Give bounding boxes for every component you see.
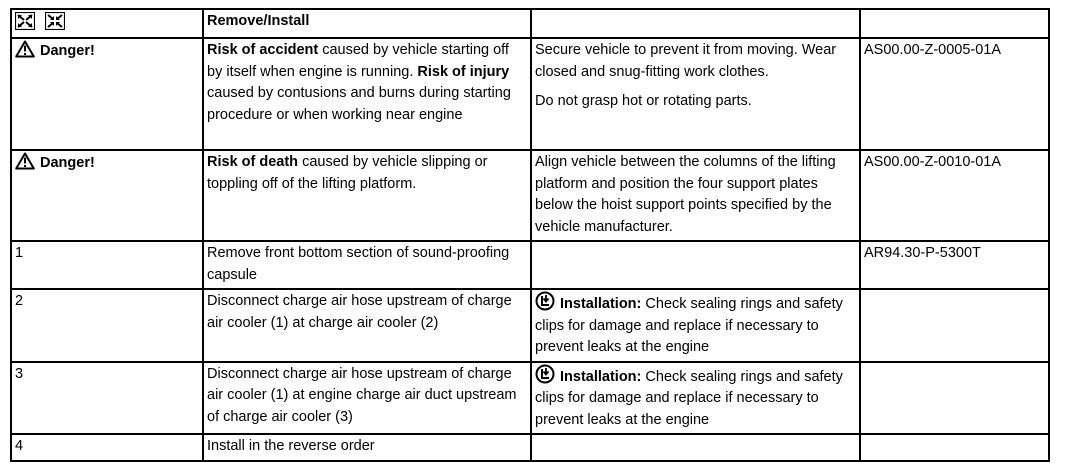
reference-link[interactable]: AS00.00-Z-0005-01A [860,38,1049,150]
installation-label: Installation: [560,296,642,312]
table-row [11,38,1049,150]
note-text: Do not grasp hot or rotating parts. [535,93,752,109]
danger-label: Danger! [40,43,95,59]
header-icons-cell [11,9,203,38]
reference-cell [860,362,1049,435]
header-title: Remove/Install [203,9,531,38]
step-number: 4 [11,434,203,461]
installation-arrow-icon [535,364,555,384]
table-row [11,241,1049,289]
remove-arrows-icon [15,12,35,30]
note-text: Check sealing rings and safety clips for damage and replace if necessary to prevent leaks at the engine [535,368,843,428]
action-text: caused by vehicle starting off by itself when engine is running. [207,42,509,80]
danger-label: Danger! [40,155,95,171]
action-cell: Disconnect charge air hose upstream of charge air cooler (1) at charge air cooler (2) [203,289,531,362]
step-cell [11,150,203,241]
installation-label: Installation: [560,368,642,385]
step-number: 3 [11,362,203,435]
risk-label: Risk of accident [207,42,319,58]
step-number: 2 [11,289,203,362]
install-arrows-icon [45,12,65,30]
action-cell: Install in the reverse order [203,434,531,461]
action-cell: Remove front bottom section of sound-proofing capsule [203,241,531,289]
warning-triangle-icon [15,40,35,58]
step-cell [11,38,203,150]
warning-triangle-icon [15,152,35,170]
header-row [11,9,1049,38]
table-row [11,289,1049,362]
header-empty-cell [860,9,1049,38]
action-text: caused by vehicle slipping or toppling off of the lifting platform. [207,154,488,192]
reference-link[interactable]: AS00.00-Z-0010-01A [860,150,1049,241]
reference-cell [860,434,1049,461]
note-cell [531,241,860,289]
action-cell [203,38,531,150]
action-text: caused by contusions and burns during starting procedure or when working near engine [207,85,511,123]
table-row [11,434,1049,461]
note-text: Secure vehicle to prevent it from moving. Wear closed and snug-fitting work clothes. [535,42,837,80]
note-cell: Align vehicle between the columns of the lifting platform and position the four support plates below the hoist support points specified by the vehicle manufacturer. [531,150,860,241]
risk-label: Risk of injury [417,63,510,80]
note-text: Check sealing rings and safety clips for damage and replace if necessary to prevent leaks at the engine [535,296,843,355]
table-row [11,362,1049,435]
note-cell [531,289,860,362]
procedure-table [10,8,1050,462]
table-row [11,150,1049,241]
installation-arrow-icon [535,291,555,311]
note-cell [531,362,860,435]
reference-cell [860,289,1049,362]
reference-link[interactable]: AR94.30-P-5300T [860,241,1049,289]
note-cell [531,38,860,150]
risk-label: Risk of death [207,154,299,170]
action-cell: Disconnect charge air hose upstream of charge air cooler (1) at engine charge air duct upstream of charge air cooler (3) [203,362,531,435]
step-number: 1 [11,241,203,289]
action-cell [203,150,531,241]
header-empty-cell [531,9,860,38]
note-cell [531,434,860,461]
